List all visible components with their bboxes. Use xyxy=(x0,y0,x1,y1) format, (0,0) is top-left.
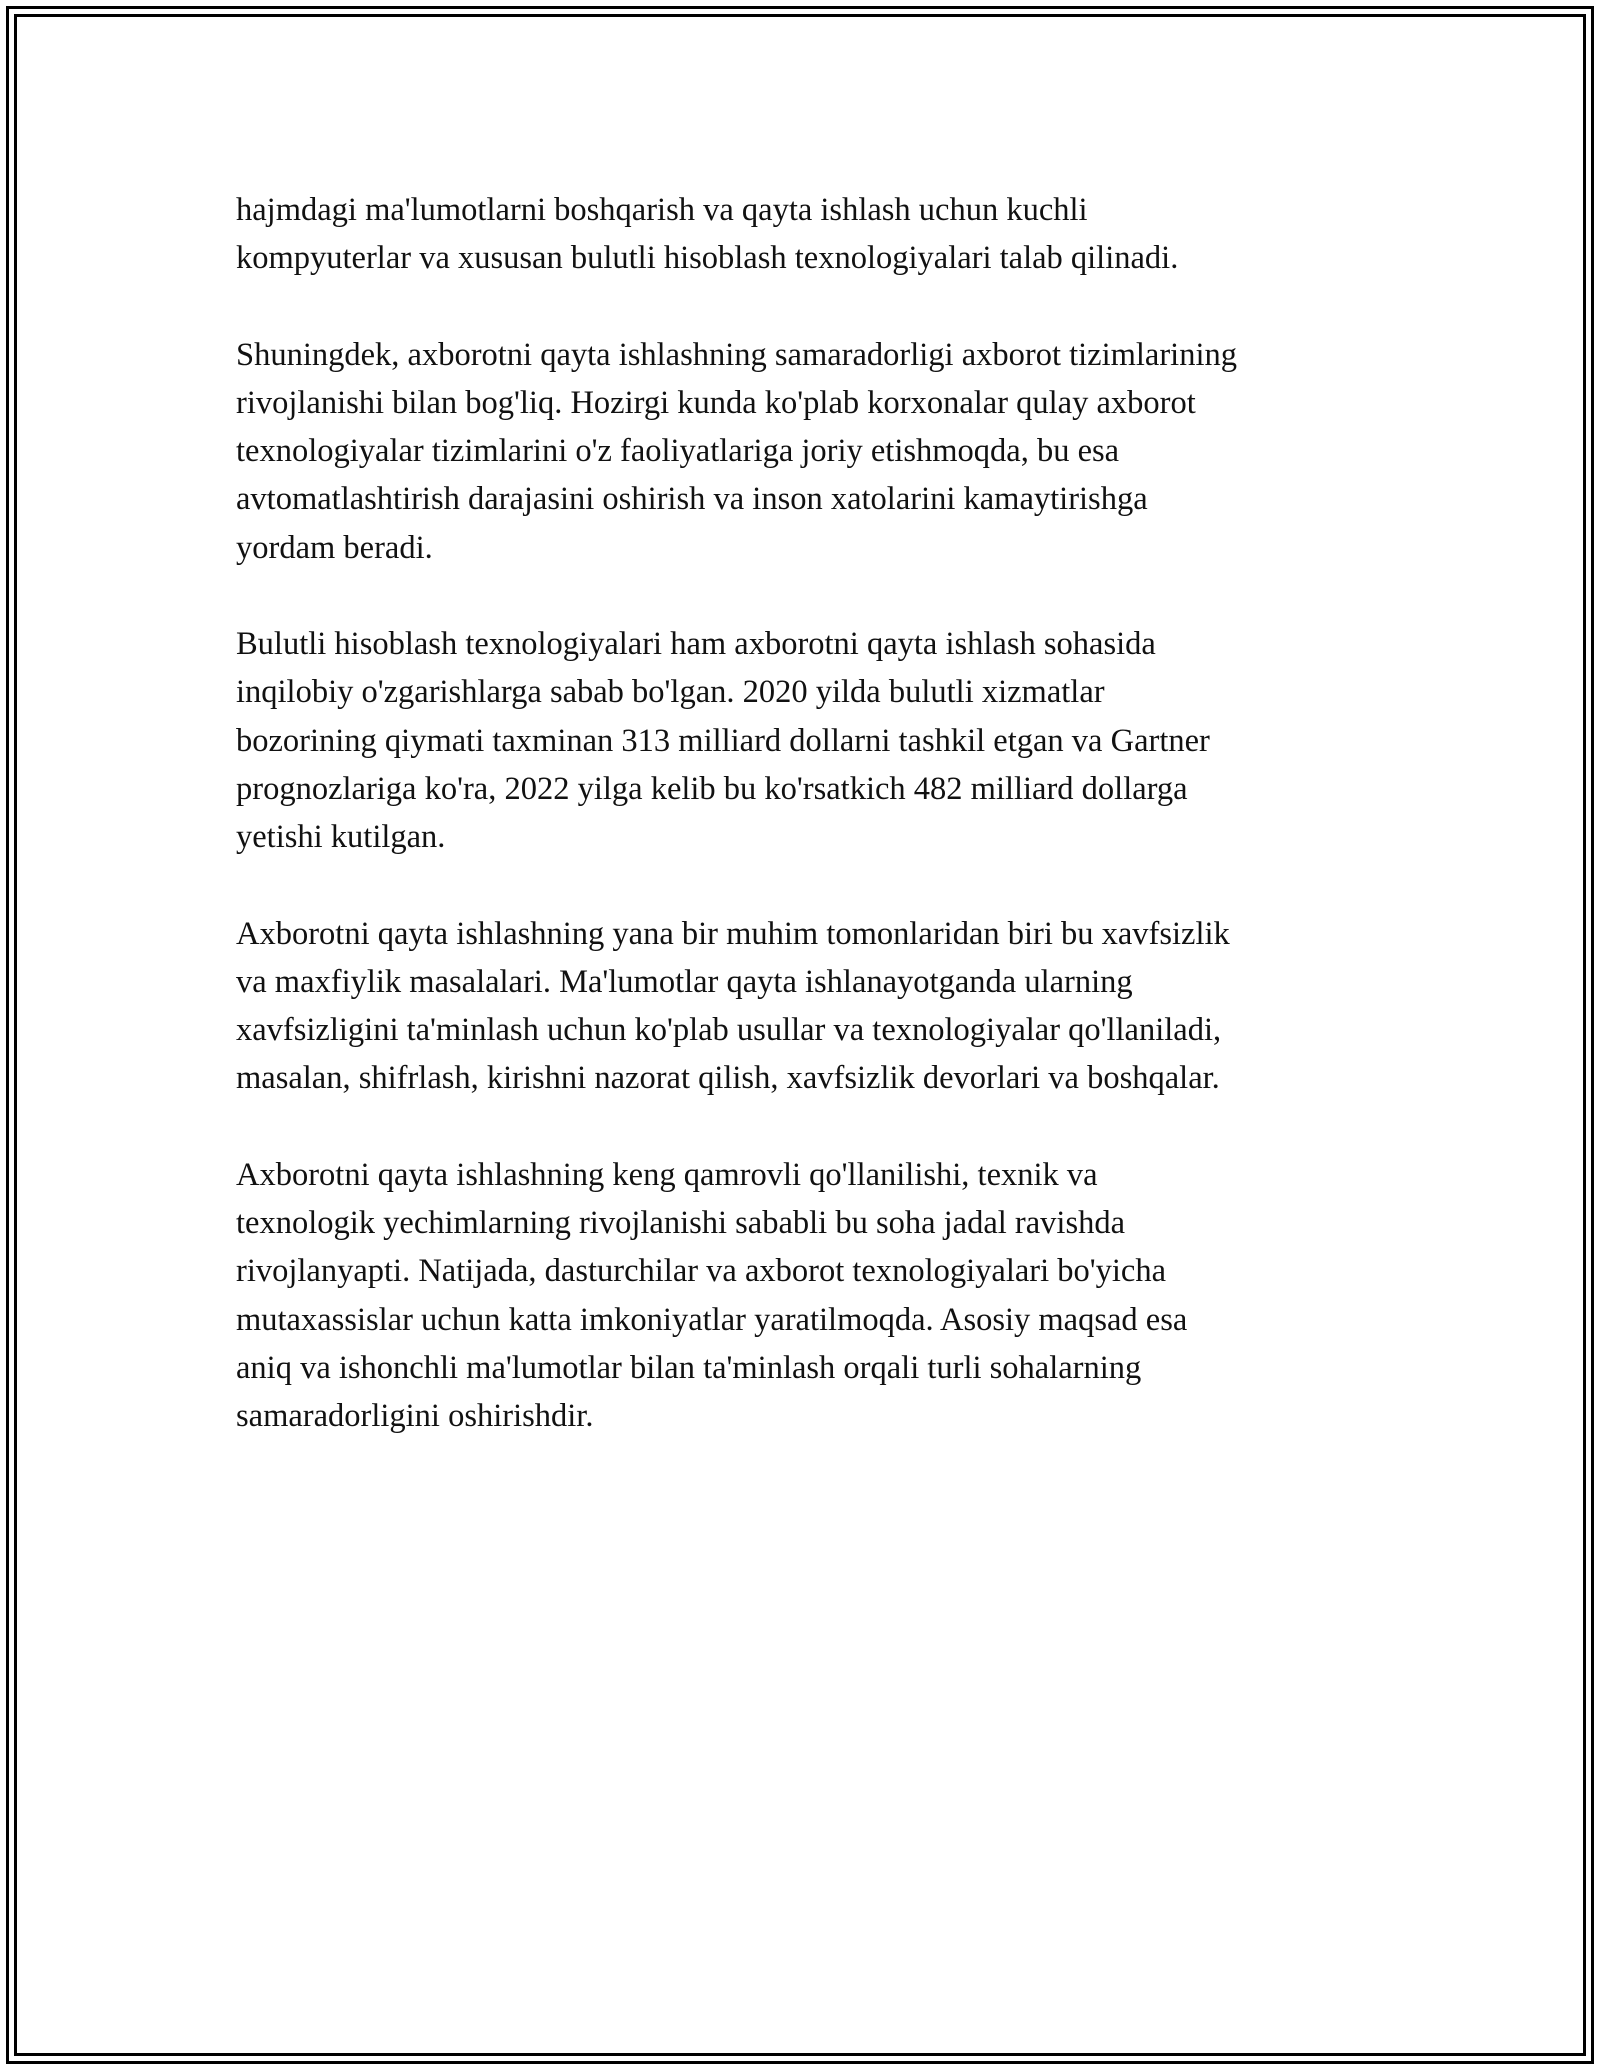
paragraph: Axborotni qayta ishlashning yana bir muhim tomonlaridan biri bu xavfsizlik va maxfiylik masalalari. Ma'lumotlar qayta ishlanayotganda ularning xavfsizligini ta'minlash uchun ko'plab usullar va texnologiyalar qo'llaniladi, masalan, shifrlash, kirishni nazorat qilish, xavfsizlik devorlari va boshqalar. xyxy=(236,915,1230,1097)
document-body xyxy=(236,186,1376,1489)
paragraph: Axborotni qayta ishlashning keng qamrovli qo'llanilishi, texnik va texnologik yechimlarning rivojlanishi sababli bu soha jadal ravishda rivojlanyapti. Natijada, dasturchilar va axborot texnologiyalari bo'yicha mutaxassislar uchun katta imkoniyatlar yaratilmoqda. Asosiy maqsad esa aniq va ishonchli ma'lumotlar bilan ta'minlash orqali turli sohalarning samaradorligini oshirishdir. xyxy=(236,1156,1188,1435)
paragraph: Shuningdek, axborotni qayta ishlashning samaradorligi axborot tizimlarining rivojlanishi bilan bog'liq. Hozirgi kunda ko'plab korxonalar qulay axborot texnologiyalar tizimlarini o'z faoliyatlariga joriy etishmoqda, bu esa avtomatlashtirish darajasini oshirish va inson xatolarini kamaytirishga yordam beradi. xyxy=(236,336,1237,566)
paragraph: Bulutli hisoblash texnologiyalari ham axborotni qayta ishlash sohasida inqilobiy o'zgarishlarga sabab bo'lgan. 2020 yilda bulutli xizmatlar bozorining qiymati taxminan 313 milliard dollarni tashkil etgan va Gartner prognozlariga ko'ra, 2022 yilga kelib bu ko'rsatkich 482 milliard dollarga yetishi kutilgan. xyxy=(236,626,1210,856)
paragraph: hajmdagi ma'lumotlarni boshqarish va qayta ishlash uchun kuchli kompyuterlar va xususan bulutli hisoblash texnologiyalari talab qilinadi. xyxy=(236,192,1179,277)
